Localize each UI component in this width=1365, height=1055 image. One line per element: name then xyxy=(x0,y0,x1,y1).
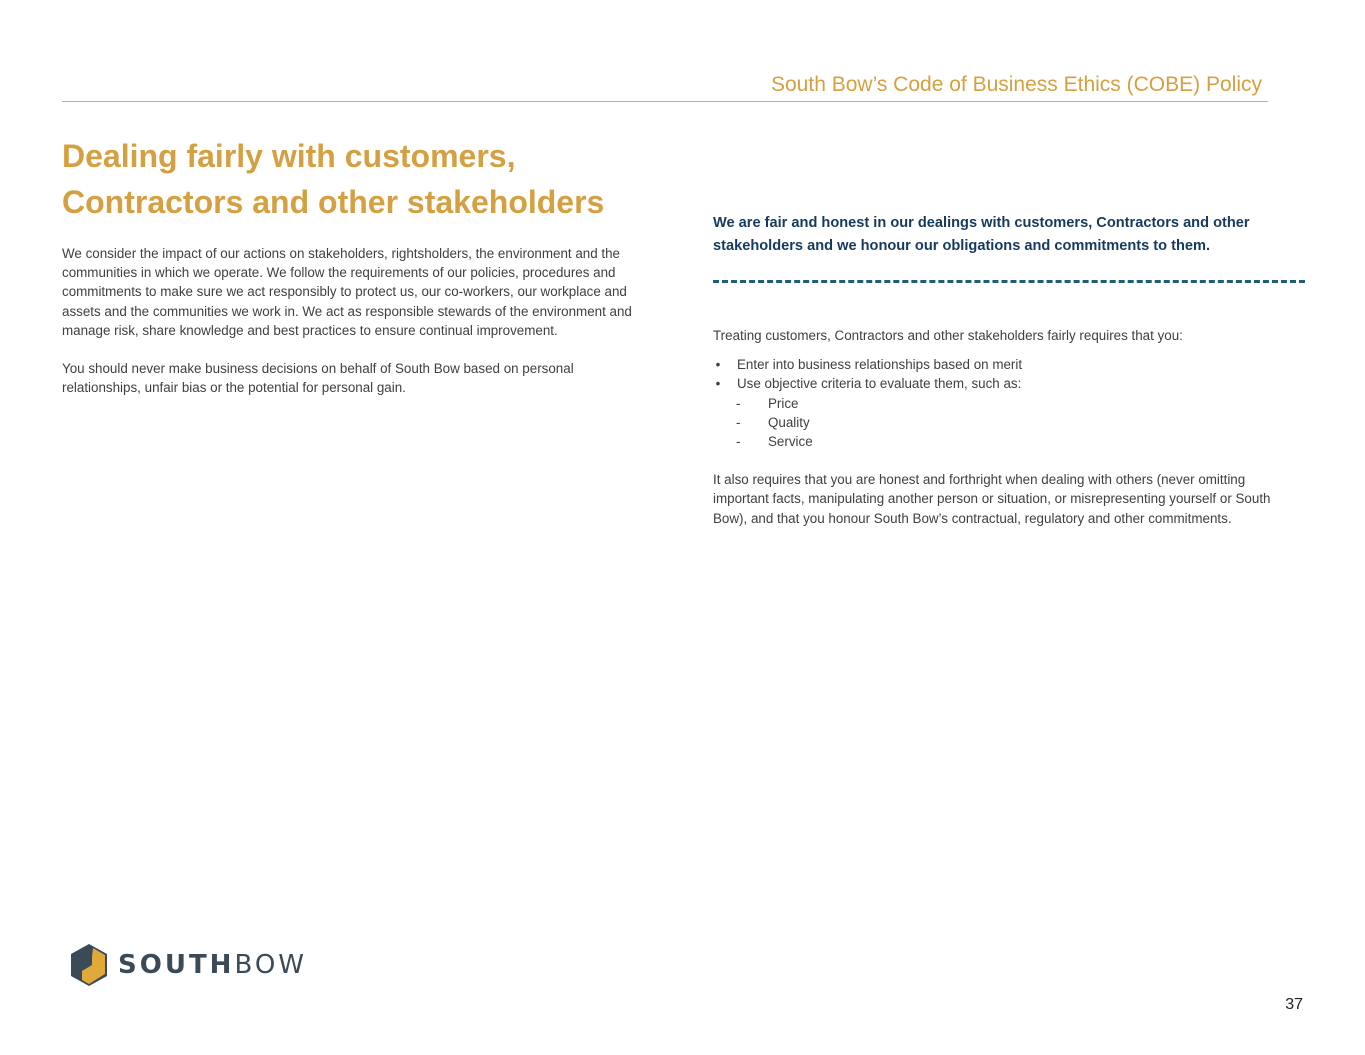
dashed-divider xyxy=(713,280,1305,283)
page-number: 37 xyxy=(1285,996,1303,1013)
list-item xyxy=(713,374,1303,393)
bullet-icon: • xyxy=(715,357,721,373)
list-item-text: Enter into business relationships based on merit xyxy=(737,357,1023,373)
logo-wordmark xyxy=(118,950,307,980)
right-body xyxy=(713,326,1303,528)
closing-paragraph: It also requires that you are honest and forthright when dealing with others (never omitting important facts, manipulating another person or situation, or misrepresenting yourself or South Bow), and that you honour South Bow’s contractual, regulatory and other commitments. xyxy=(713,472,1271,526)
dash-marker: - xyxy=(736,414,741,430)
callout-statement: We are fair and honest in our dealings with customers, Contractors and other stakeholders and we honour our obligations and commitments to them. xyxy=(713,215,1250,254)
intro-text: Treating customers, Contractors and other stakeholders fairly requires that you: xyxy=(713,328,1183,343)
logo-word-south: SOUTH xyxy=(118,950,235,980)
sublist-item xyxy=(713,394,1303,413)
header-divider xyxy=(62,101,1268,102)
list-item xyxy=(713,355,1303,374)
right-column xyxy=(713,212,1303,528)
page-title xyxy=(62,133,662,225)
southbow-logo-mark-icon xyxy=(70,943,108,987)
page-title-line-1: Dealing fairly with customers, xyxy=(62,138,516,174)
dash-marker: - xyxy=(736,395,741,411)
logo-word-bow: BOW xyxy=(234,950,307,980)
southbow-logo xyxy=(70,943,307,987)
document-header-title: South Bow’s Code of Business Ethics (COBE) Policy xyxy=(771,73,1262,96)
body-paragraph-1: We consider the impact of our actions on stakeholders, rightsholders, the environment and the communities in which we operate. We follow the requirements of our policies, procedures and commitments to make sure we act responsibly to protect us, our co-workers, our workplace and assets and the communities we work in. We act as responsible stewards of the environment and manage risk, share knowledge and best practices to ensure continual improvement. xyxy=(62,246,632,338)
criteria-sublist xyxy=(713,394,1303,452)
list-item-text: Use objective criteria to evaluate them, such as: xyxy=(737,376,1022,392)
sublist-item-text: Price xyxy=(768,395,799,411)
requirements-list xyxy=(713,355,1303,393)
sublist-item-text: Quality xyxy=(768,414,810,430)
sublist-item-text: Service xyxy=(768,434,813,450)
sublist-item xyxy=(713,432,1303,451)
sublist-item xyxy=(713,413,1303,432)
page-title-line-2: Contractors and other stakeholders xyxy=(62,184,605,220)
left-column xyxy=(62,244,656,416)
bullet-icon: • xyxy=(715,376,721,392)
dash-marker: - xyxy=(736,434,741,450)
body-paragraph-2: You should never make business decisions on behalf of South Bow based on personal relationships, unfair bias or the potential for personal gain. xyxy=(62,361,574,396)
